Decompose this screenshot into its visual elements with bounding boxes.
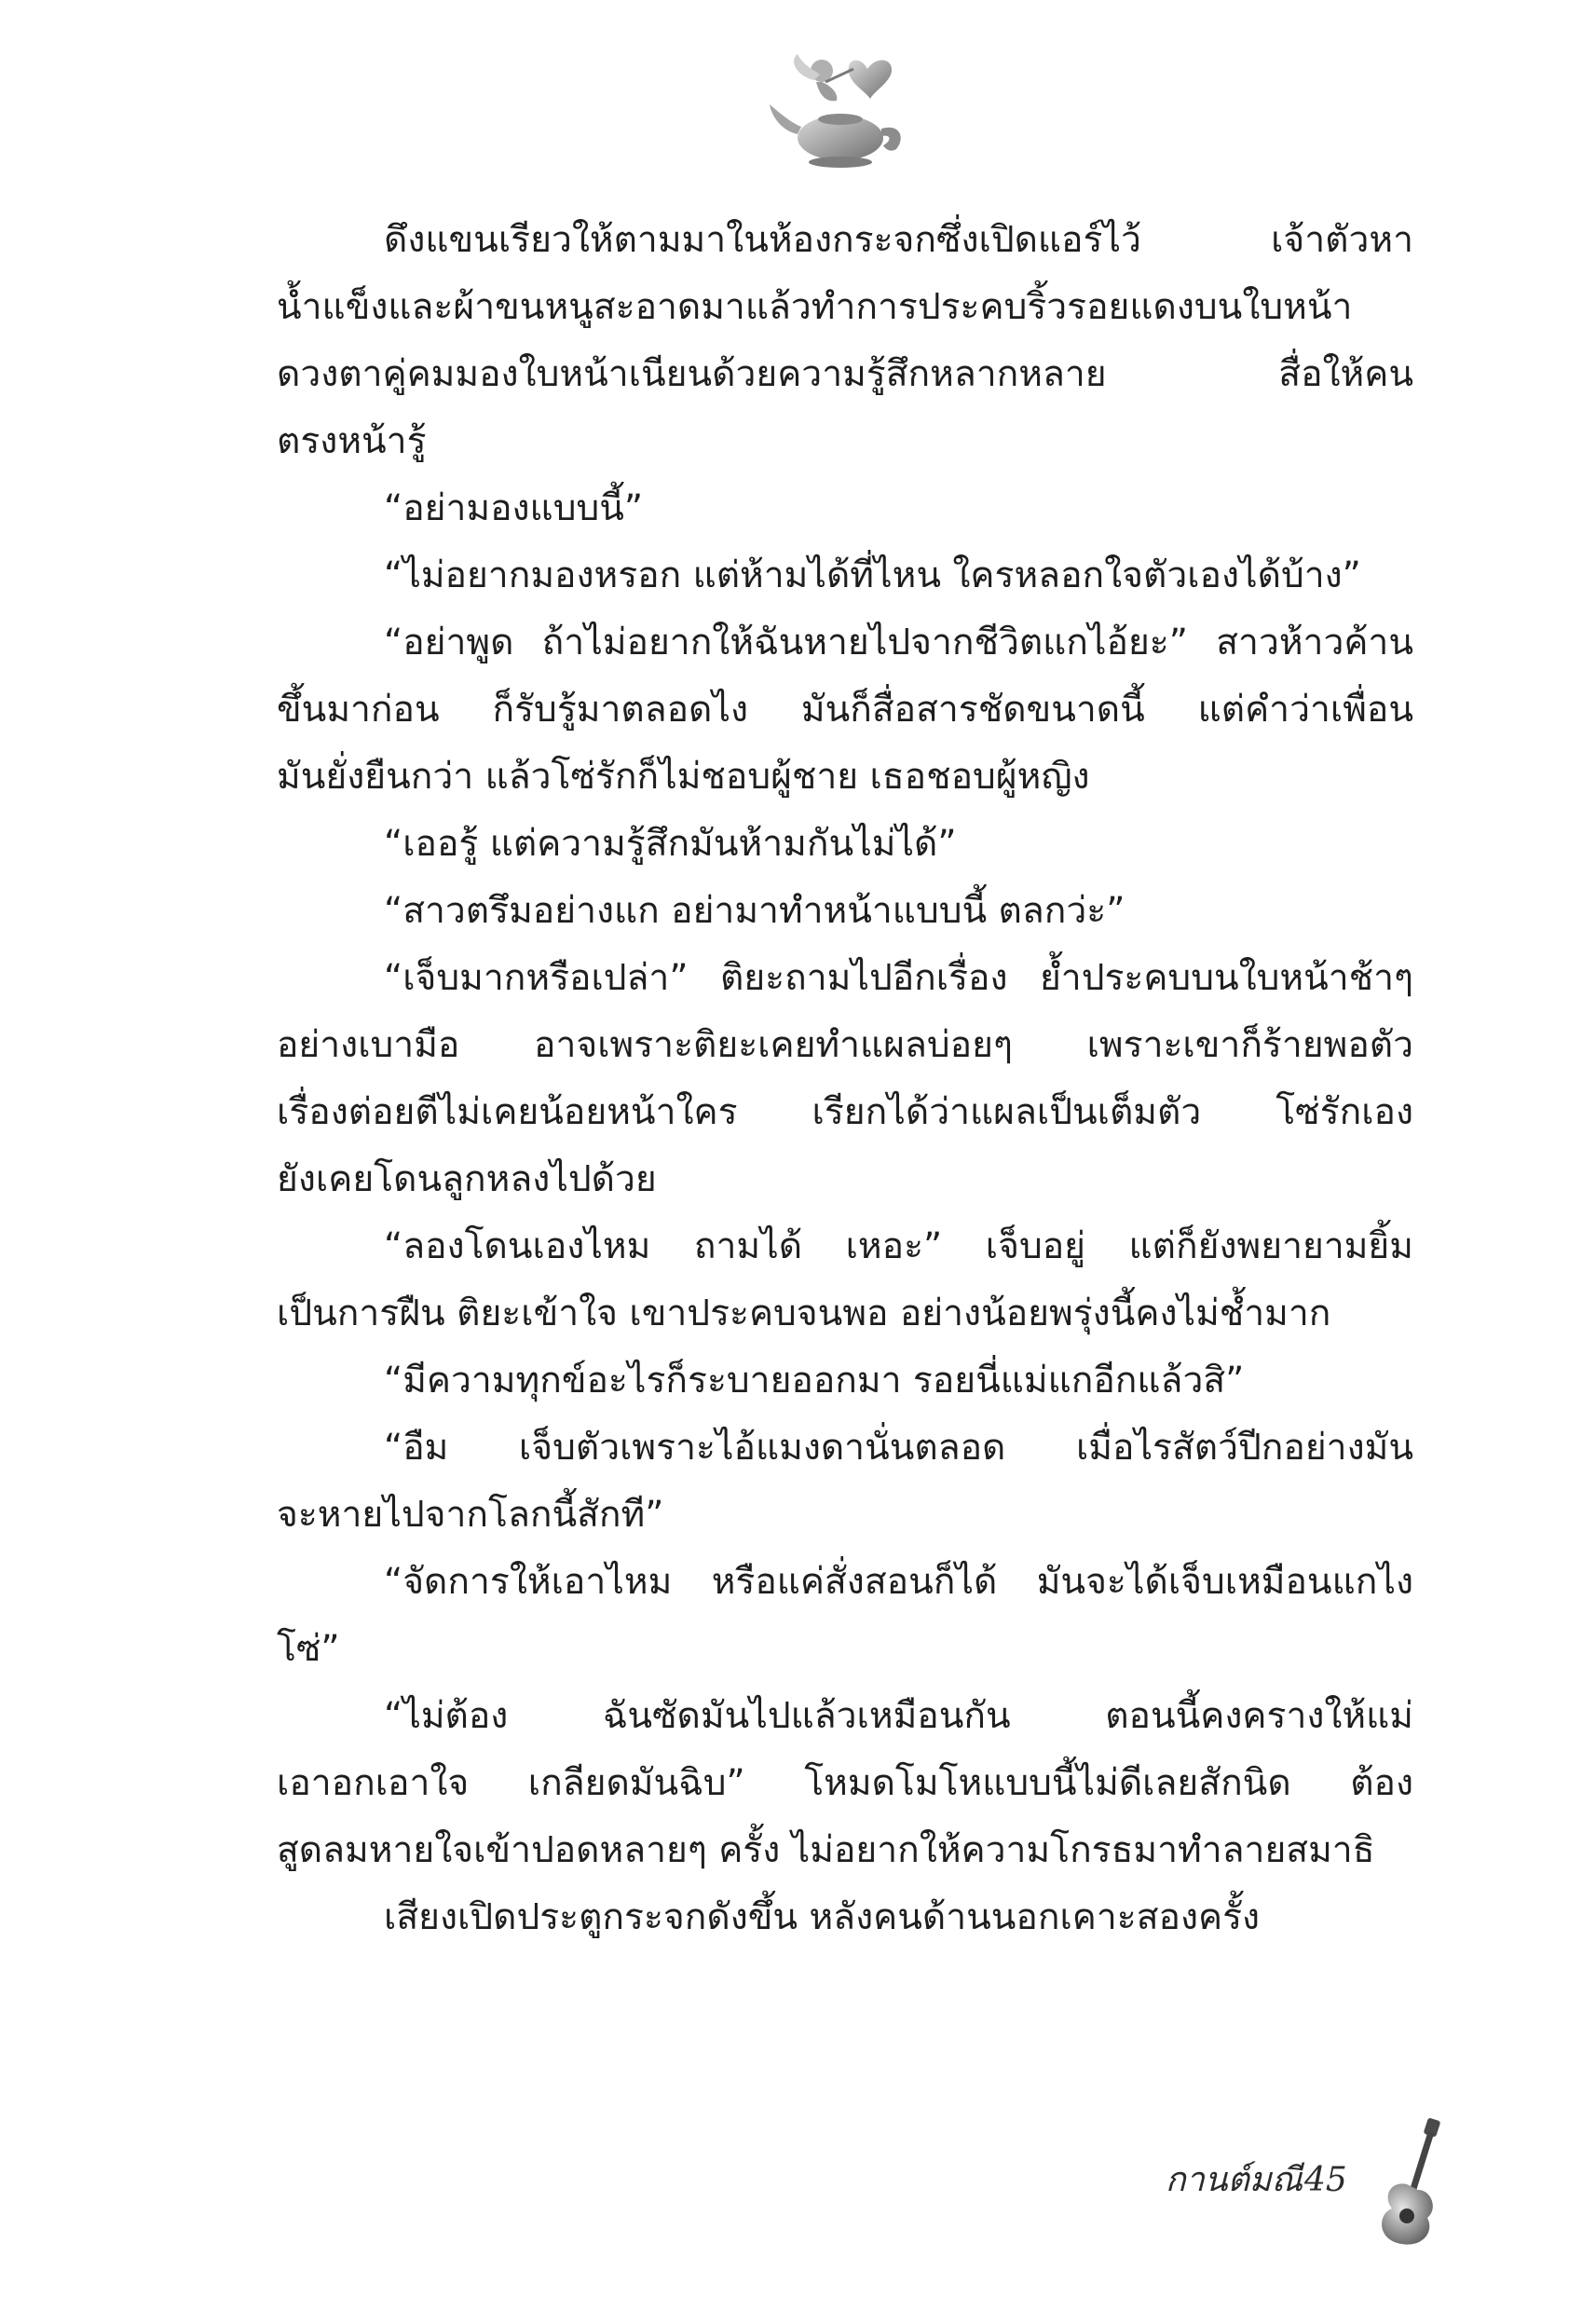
- paragraph: [277, 1213, 1413, 1347]
- body-text: [277, 207, 1413, 1951]
- text-line: “ลองโดนเองไหม ถามได้ เหอะ” เจ็บอยู่ แต่ก็ยังพยายามยิ้ม: [384, 1225, 1413, 1267]
- guitar-icon: [1370, 2115, 1463, 2250]
- paragraph: [277, 542, 1413, 609]
- text-line: ดวงตาคู่คมมองใบหน้าเนียนด้วยความรู้สึกหลากหลาย สื่อให้คน: [277, 353, 1413, 395]
- text-line: เรื่องต่อยตีไม่เคยน้อยหน้าใคร เรียกได้ว่าแผลเป็นเต็มตัว โซ่รักเอง: [277, 1091, 1413, 1133]
- text-line: อย่างเบามือ อาจเพราะติยะเคยทำแผลบ่อยๆ เพราะเขาก็ร้ายพอตัว: [277, 1024, 1413, 1066]
- paragraph: [277, 811, 1413, 878]
- text-line: เสียงเปิดประตูกระจกดังขึ้น หลังคนด้านนอกเคาะสองครั้ง: [384, 1896, 1261, 1938]
- text-line: ขึ้นมาก่อน ก็รับรู้มาตลอดไง มันก็สื่อสารชัดขนาดนี้ แต่คำว่าเพื่อน: [277, 689, 1413, 731]
- paragraph: [277, 1347, 1413, 1415]
- text-line: เอาอกเอาใจ เกลียดมันฉิบ” โหมดโมโหแบบนี้ไม่ดีเลยสักนิด ต้อง: [277, 1762, 1413, 1804]
- paragraph: [277, 1415, 1413, 1549]
- paragraph: [277, 475, 1413, 542]
- paragraph: [277, 609, 1413, 811]
- paragraph: [277, 878, 1413, 945]
- paragraph: [277, 945, 1413, 1213]
- text-line: ตรงหน้ารู้: [277, 420, 427, 462]
- text-line: โซ่”: [277, 1628, 340, 1670]
- text-line: จะหายไปจากโลกนี้สักที”: [277, 1494, 664, 1536]
- text-line: น้ำแข็งและผ้าขนหนูสะอาดมาแล้วทำการประคบริ้วรอยแดงบนใบหน้า: [277, 286, 1353, 328]
- text-line: สูดลมหายใจเข้าปอดหลายๆ ครั้ง ไม่อยากให้ความโกรธมาทำลายสมาธิ: [277, 1829, 1375, 1871]
- text-line: มันยั่งยืนกว่า แล้วโซ่รักก็ไม่ชอบผู้ชาย เธอชอบผู้หญิง: [277, 756, 1090, 798]
- text-line: “อย่ามองแบบนี้”: [384, 487, 644, 529]
- text-line: “มีความทุกข์อะไรก็ระบายออกมา รอยนี่แม่แกอีกแล้วสิ”: [384, 1360, 1245, 1402]
- text-line: ดึงแขนเรียวให้ตามมาในห้องกระจกซึ่งเปิดแอร์ไว้ เจ้าตัวหา: [384, 219, 1413, 261]
- text-line: “เออรู้ แต่ความรู้สึกมันห้ามกันไม่ได้”: [384, 823, 957, 865]
- paragraph: [277, 1884, 1413, 1951]
- cupid-teapot-icon: [760, 48, 919, 171]
- paragraph: [277, 1683, 1413, 1884]
- text-line: เป็นการฝืน ติยะเข้าใจ เขาประคบจนพอ อย่างน้อยพรุ่งนี้คงไม่ช้ำมาก: [277, 1292, 1331, 1334]
- text-line: “อย่าพูด ถ้าไม่อยากให้ฉันหายไปจากชีวิตแกไอ้ยะ” สาวห้าวค้าน: [384, 622, 1413, 663]
- book-title: กานต์มณี: [1165, 2161, 1303, 2199]
- text-line: “ไม่อยากมองหรอก แต่ห้ามได้ที่ไหน ใครหลอกใจตัวเองได้บ้าง”: [384, 554, 1361, 596]
- text-line: “อืม เจ็บตัวเพราะไอ้แมงดานั่นตลอด เมื่อไรสัตว์ปีกอย่างมัน: [384, 1427, 1413, 1469]
- text-line: “จัดการให้เอาไหม หรือแค่สั่งสอนก็ได้ มันจะได้เจ็บเหมือนแกไง: [384, 1561, 1413, 1603]
- paragraph: [277, 1549, 1413, 1683]
- text-line: ยังเคยโดนลูกหลงไปด้วย: [277, 1158, 657, 1200]
- page-number: 45: [1304, 2161, 1347, 2199]
- text-line: “ไม่ต้อง ฉันซัดมันไปแล้วเหมือนกัน ตอนนี้คงครางให้แม่: [384, 1695, 1413, 1737]
- paragraph: [277, 207, 1413, 475]
- text-line: “สาวตรึมอย่างแก อย่ามาทำหน้าแบบนี้ ตลกว่ะ”: [384, 890, 1125, 932]
- text-line: “เจ็บมากหรือเปล่า” ติยะถามไปอีกเรื่อง ย้ำประคบบนใบหน้าช้าๆ: [384, 957, 1413, 999]
